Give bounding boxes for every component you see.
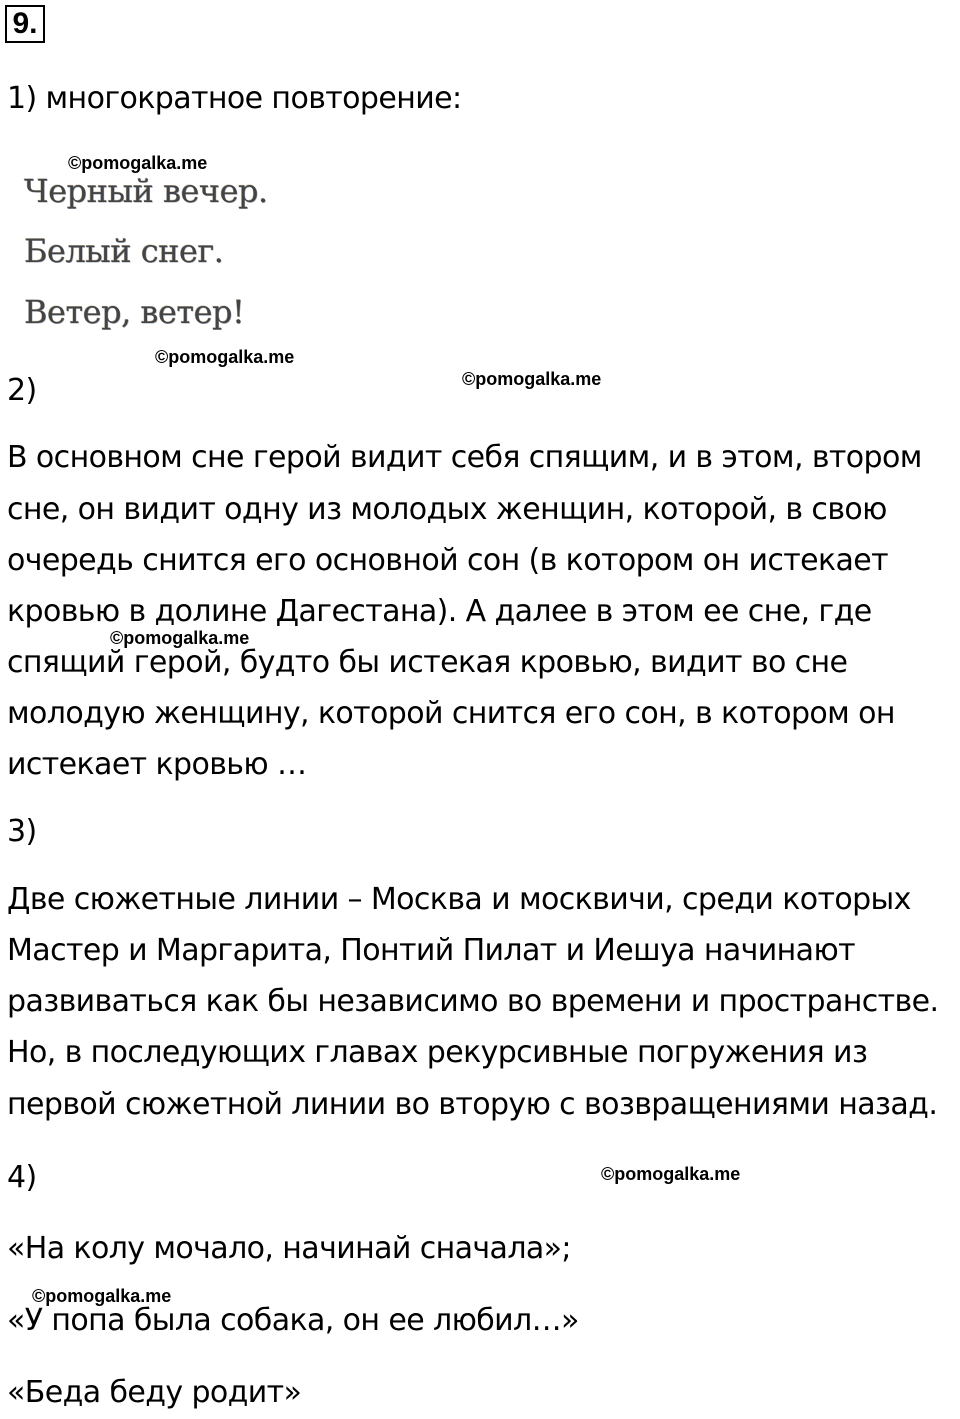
task-number: 9. xyxy=(5,5,45,43)
section3-line-5: первой сюжетной линии во вторую с возвращениями назад. xyxy=(7,1087,938,1122)
section2-heading: 2) xyxy=(7,373,37,408)
section1-heading: 1) многократное повторение: xyxy=(7,81,462,116)
section2-line-7: истекает кровью … xyxy=(7,747,307,782)
watermark: ©pomogalka.me xyxy=(462,369,602,389)
section4-line-3: «Беда беду родит» xyxy=(7,1375,302,1410)
section4-heading: 4) xyxy=(7,1160,37,1195)
section2-line-3: очередь снится его основной сон (в котором он истекает xyxy=(7,543,889,578)
section2-line-2: сне, он видит одну из молодых женщин, которой, в свою xyxy=(7,492,887,527)
section2-line-1: В основном сне герой видит себя спящим, и в этом, втором xyxy=(7,440,922,475)
watermark: ©pomogalka.me xyxy=(601,1164,741,1184)
section2-line-6: молодую женщину, которой снится его сон, в котором он xyxy=(7,696,895,731)
poem-line-2: Белый снег. xyxy=(24,232,224,270)
section3-line-3: развиваться как бы независимо во времени и пространстве. xyxy=(7,984,939,1019)
section3-line-2: Мастер и Маргарита, Понтий Пилат и Иешуа начинают xyxy=(7,933,855,968)
watermark: ©pomogalka.me xyxy=(68,153,208,173)
section4-line-1: «На колу мочало, начинай сначала»; xyxy=(7,1231,571,1266)
section3-line-4: Но, в последующих главах рекурсивные погружения из xyxy=(7,1035,868,1070)
poem-line-1: Черный вечер. xyxy=(24,172,268,210)
watermark: ©pomogalka.me xyxy=(110,628,250,648)
section3-line-1: Две сюжетные линии – Москва и москвичи, среди которых xyxy=(7,882,911,917)
section2-line-4: кровью в долине Дагестана). А далее в этом ее сне, где xyxy=(7,594,872,629)
section3-heading: 3) xyxy=(7,814,37,849)
watermark: ©pomogalka.me xyxy=(32,1286,172,1306)
section4-line-2: «У попа была собака, он ее любил…» xyxy=(7,1303,579,1338)
watermark: ©pomogalka.me xyxy=(155,347,295,367)
poem-line-3: Ветер, ветер! xyxy=(24,293,245,331)
section2-line-5: спящий герой, будто бы истекая кровью, видит во сне xyxy=(7,645,848,680)
